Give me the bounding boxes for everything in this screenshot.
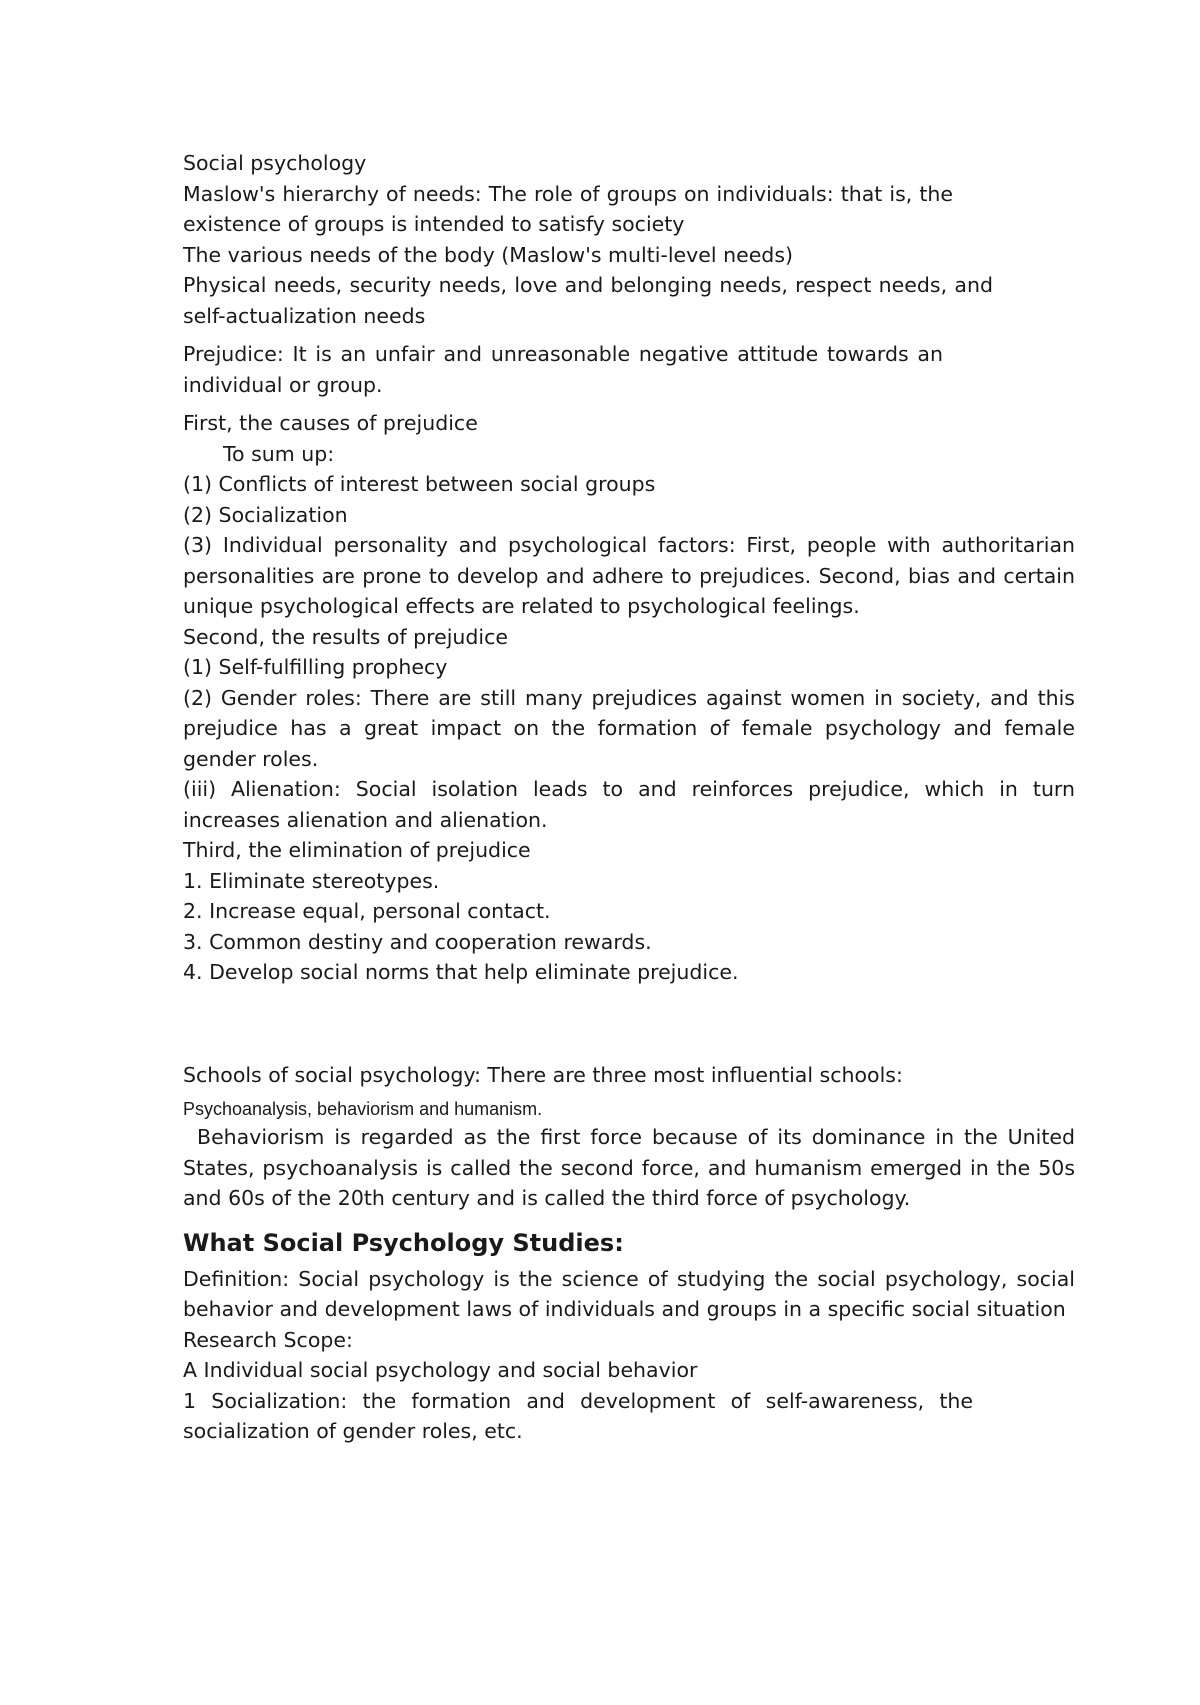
- cause-item-2: (2) Socialization: [183, 502, 348, 527]
- elimination-item-2: 2. Increase equal, personal contact.: [183, 899, 551, 923]
- schools-paragraph: Behaviorism is regarded as the first force because of its dominance in the United States, psychoanalysis is called the second force, and humanism emerged in the 50s and 60s of the 20th century and is called the third force of psychology.: [183, 1125, 1075, 1210]
- cause-item-1: (1) Conflicts of interest between social groups: [183, 472, 656, 496]
- causes-heading: First, the causes of prejudice: [183, 411, 478, 435]
- elimination-item-3: 3. Common destiny and cooperation rewards.: [183, 929, 652, 954]
- document-title: Social psychology: [183, 151, 367, 175]
- result-item-1: (1) Self-fulfilling prophecy: [183, 655, 448, 679]
- elimination-item-1: 1. Eliminate stereotypes.: [183, 868, 440, 893]
- maslow-needs-list: Physical needs, security needs, love and belonging needs, respect needs, and self-actualization needs: [183, 273, 993, 328]
- document-page: [183, 148, 1075, 1447]
- elimination-item-4: 4. Develop social norms that help eliminate prejudice.: [183, 960, 739, 984]
- prejudice-definition: Prejudice: It is an unfair and unreasonable negative attitude towards an individual or group.: [183, 342, 943, 397]
- schools-list: Psychoanalysis, behaviorism and humanism.: [183, 1099, 543, 1119]
- results-heading: Second, the results of prejudice: [183, 624, 508, 649]
- sum-up-label: To sum up:: [223, 441, 335, 466]
- studies-heading: What Social Psychology Studies:: [183, 1228, 624, 1257]
- elimination-heading: Third, the elimination of prejudice: [183, 838, 531, 862]
- result-item-3: (iii) Alienation: Social isolation leads to and reinforces prejudice, which in turn increases alienation and alienation.: [183, 777, 1075, 832]
- scope-item-1: 1 Socialization: the formation and development of self-awareness, the socialization of gender roles, etc.: [183, 1388, 973, 1443]
- schools-intro: Schools of social psychology: There are three most influential schools:: [183, 1062, 903, 1087]
- studies-definition: Definition: Social psychology is the science of studying the social psychology, social behavior and development laws of individuals and groups in a specific social situation: [183, 1266, 1075, 1321]
- result-item-2: (2) Gender roles: There are still many prejudices against women in society, and this prejudice has a great impact on the formation of female psychology and female gender roles.: [183, 685, 1075, 771]
- maslow-needs-line: The various needs of the body (Maslow's multi-level needs): [183, 242, 793, 267]
- scope-item-a: A Individual social psychology and social behavior: [183, 1358, 698, 1382]
- maslow-paragraph: Maslow's hierarchy of needs: The role of groups on individuals: that is, the existence of groups is intended to satisfy society: [183, 181, 953, 236]
- research-scope-label: Research Scope:: [183, 1327, 353, 1352]
- cause-item-3: (3) Individual personality and psychological factors: First, people with authoritarian personalities are prone to develop and adhere to prejudices. Second, bias and certain unique psychological effects are related to psychological feelings.: [183, 533, 1075, 618]
